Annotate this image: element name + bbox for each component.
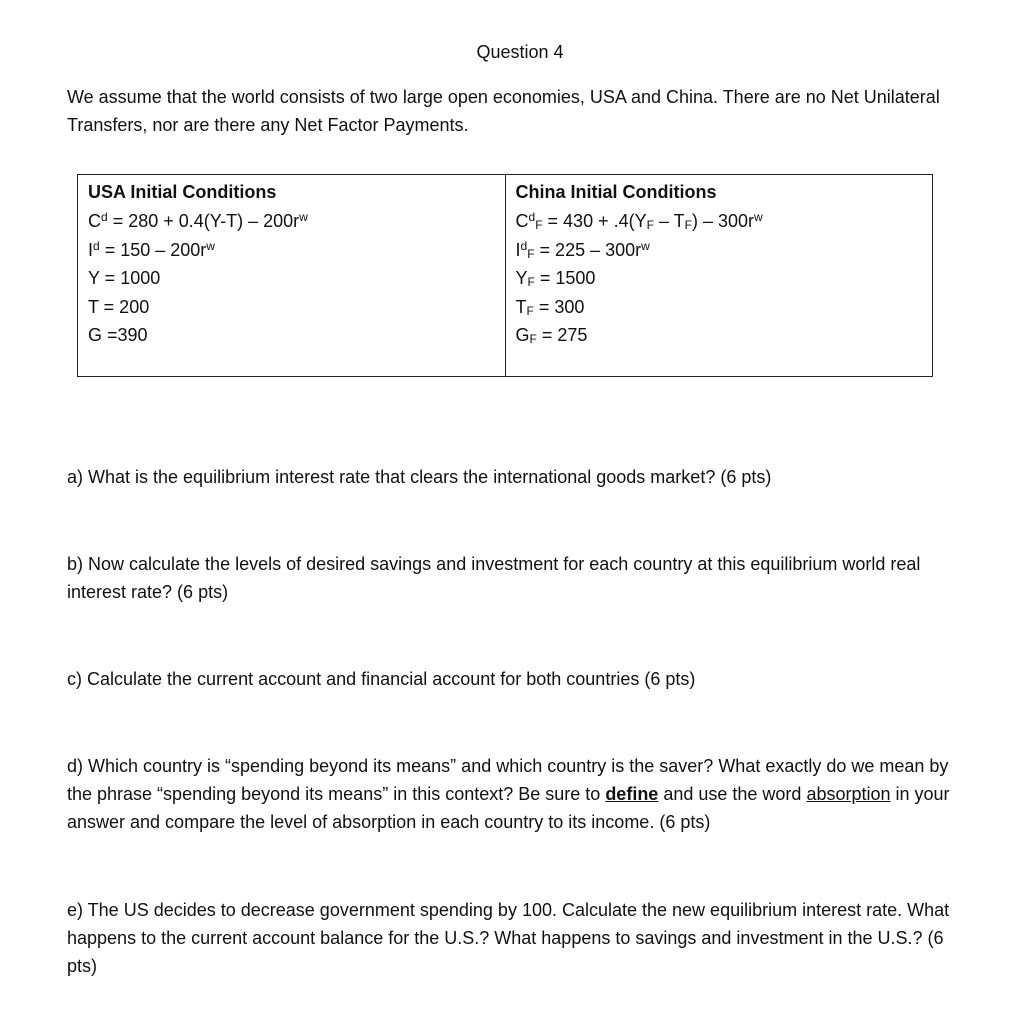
question-a: a) What is the equilibrium interest rate that clears the international goods market? (6 pts) — [67, 467, 772, 487]
china-output: $Y_F = 1500$ — [515, 268, 596, 289]
china-consumption: $C^d_F = 430 + .4(Y_F - T_F) - 300r^w$ — [515, 210, 763, 232]
question-e: e) The US decides to decrease government spending by 100. Calculate the new equilibrium interest rate. What happens to the current account balance for the U.S.? What happens to savings and investment in the U.S.? (6 pts) — [67, 900, 950, 976]
usa-output: Y = 1000 — [88, 268, 161, 288]
china-investment: $I^d_F = 225 - 300r^w$ — [515, 238, 650, 261]
question-b: b) Now calculate the levels of desired savings and investment for each country at this equilibrium world real interest rate? (6 pts) — [67, 554, 921, 602]
question-title: Question 4 — [476, 42, 564, 62]
usa-conditions-cell — [78, 175, 506, 377]
china-heading: China Initial Conditions — [515, 182, 717, 202]
usa-heading: USA Initial Conditions — [88, 182, 277, 202]
china-taxes: $T_F = 300$ — [515, 296, 585, 318]
usa-taxes: T = 200 — [88, 296, 150, 317]
usa-consumption: $C^d = 280 + 0.4(Y-T) - 200r^w$ — [88, 210, 308, 231]
initial-conditions-table — [77, 174, 933, 377]
usa-government: G =390 — [88, 325, 148, 345]
china-conditions-cell — [505, 175, 933, 377]
china-government: $G_F = 275$ — [515, 325, 588, 346]
usa-investment: $I^d = 150 - 200r^w$ — [88, 238, 215, 260]
absorption-word: absorption — [806, 784, 891, 804]
question-c: c) Calculate the current account and financial account for both countries (6 pts) — [67, 669, 696, 689]
intro-paragraph: We assume that the world consists of two large open economies, USA and China. There are no Net Unilateral Transfers, nor are there any Net Factor Payments. — [67, 87, 940, 135]
question-d: d) Which country is “spending beyond its means” and which country is the saver? What exactly do we mean by the phrase “spending beyond its means” in this context? Be sure to define and use the word absorption in your answer and compare the level of absorption in each country to its income. (6 pts) — [67, 756, 950, 832]
define-word: define — [605, 784, 659, 804]
